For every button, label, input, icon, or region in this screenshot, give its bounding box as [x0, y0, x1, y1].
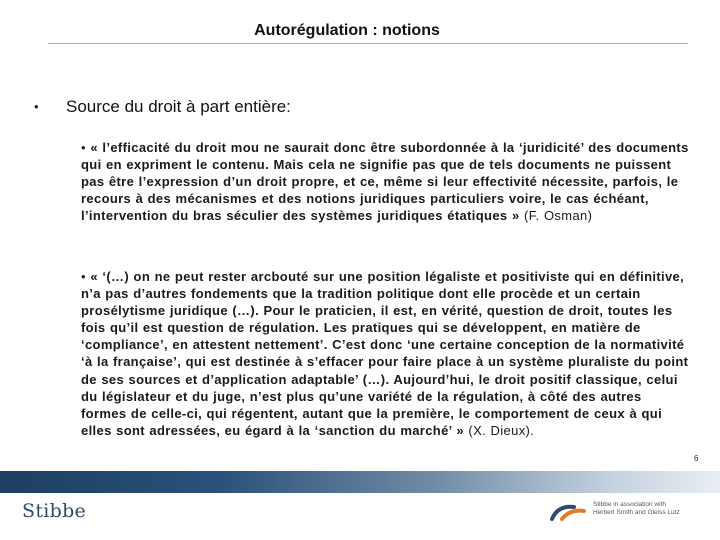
quote-osman [81, 139, 689, 224]
quote-author: (X. Dieux). [463, 422, 535, 438]
partner-line-1: Stibbe in association with [593, 501, 666, 508]
quote-text: « l’efficacité du droit mou ne saurait donc être subordonnée à la ‘juridicité’ des documents qui en expriment le contenu. Mais cela ne signifie pas que de tels documents ne puissent pas être l’expression d’un droit propre, et ce, même si leur effectivité nécessite, parfois, le recours à des mécanismes et des notions juridiques particuliers voire, le cas échéant, l’intervention du bras séculier des systèmes juridiques étatiques » [81, 140, 689, 224]
quote-dieux [81, 268, 689, 439]
bullet-heading: Source du droit à part entière: [66, 97, 291, 116]
title-divider [48, 43, 688, 44]
slide-title: Autorégulation : notions [254, 22, 440, 39]
quote-marker: • [81, 140, 91, 155]
quote-author: (F. Osman) [519, 208, 593, 224]
footer [0, 471, 720, 540]
page-number: 6 [694, 454, 699, 463]
partner-line-2: Herbert Smith and Gleiss Lutz [593, 509, 680, 516]
stibbe-logo: Stibbe [22, 500, 87, 522]
partner-logo-text [593, 501, 680, 517]
quote-text: « ‘(…) on ne peut rester arcbouté sur une position légaliste et positiviste qui en définitive, n’a pas d’autres fondements que la tradition politique dont elle procède et un certain prosélytisme juridique (…). Pour le praticien, il est, en vérité, question de droit, toutes les fois qu’il est question de régulation. Les pratiques qui se développent, en matière de ‘compliance’, en attestent nettement’. C’est donc ‘une certaine conception de la normativité ‘à la française’, qui est destinée à s’effacer pour faire place à un système pluraliste du point de ses sources et d’application adaptable’ (…). Aujourd’hui, le droit positif classique, celui du législateur et du juge, n’est plus qu’une variété de la régulation, à côté des autres formes de celle-ci, qui régentent, autant que la première, le comportement de ceux à qui elles sont adressées, eu égard à la ‘sanction du marché’ » [81, 269, 689, 438]
bullet-marker: • [34, 99, 39, 114]
partner-logo-icon [548, 501, 588, 521]
quote-marker: • [81, 269, 91, 284]
footer-gradient-bar [0, 471, 720, 493]
